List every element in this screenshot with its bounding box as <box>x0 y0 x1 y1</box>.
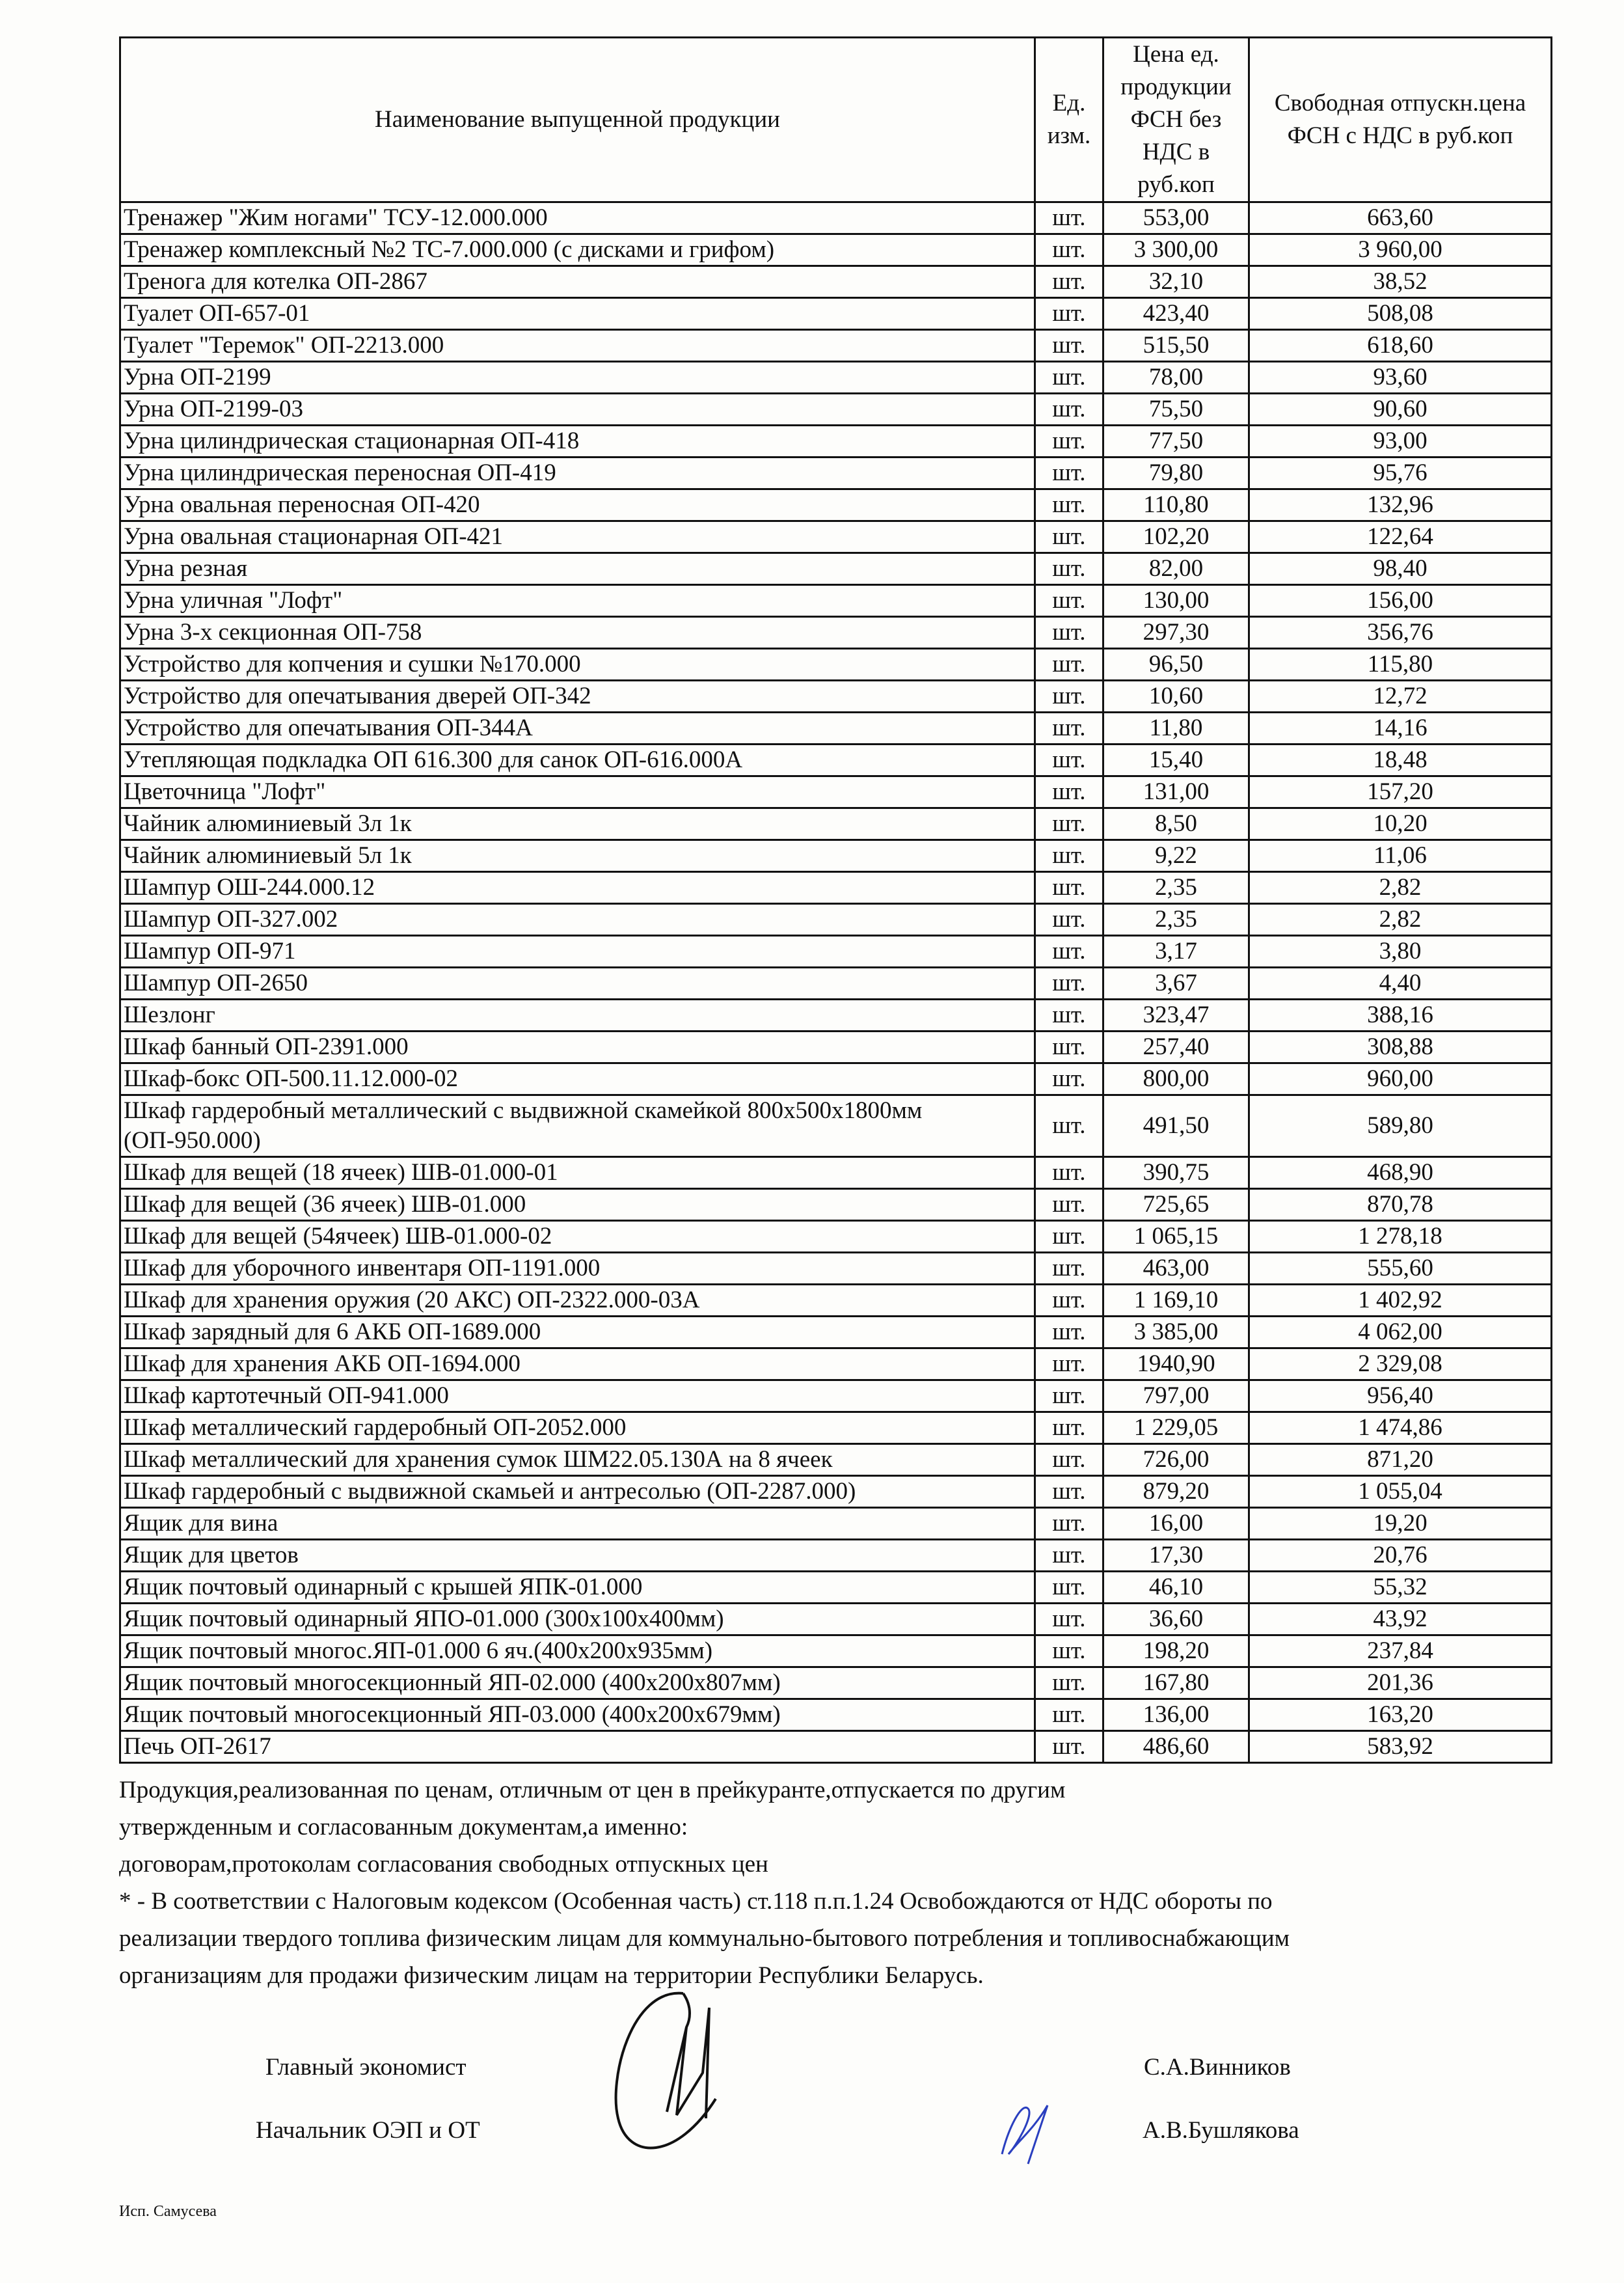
price-vat-cell: 132,96 <box>1249 489 1552 521</box>
price-vat-cell: 589,80 <box>1249 1095 1552 1157</box>
price-cell: 800,00 <box>1103 1063 1249 1095</box>
product-name-cell: Утепляющая подкладка ОП 616.300 для санок ОП-616.000А <box>120 745 1035 776</box>
price-cell: 257,40 <box>1103 1032 1249 1063</box>
price-vat-cell: 2,82 <box>1249 904 1552 936</box>
header-unit: Ед. изм. <box>1035 38 1103 202</box>
unit-cell: шт. <box>1035 1699 1103 1731</box>
unit-cell: шт. <box>1035 426 1103 458</box>
price-cell: 515,50 <box>1103 330 1249 362</box>
unit-cell: шт. <box>1035 808 1103 840</box>
price-vat-cell: 468,90 <box>1249 1157 1552 1189</box>
table-row <box>120 840 1552 872</box>
unit-cell: шт. <box>1035 1667 1103 1699</box>
price-vat-cell: 14,16 <box>1249 713 1552 745</box>
price-vat-cell: 1 278,18 <box>1249 1221 1552 1253</box>
price-cell: 32,10 <box>1103 266 1249 298</box>
table-row <box>120 1348 1552 1380</box>
product-name-cell: Устройство для копчения и сушки №170.000 <box>120 649 1035 681</box>
header-name: Наименование выпущенной продукции <box>120 38 1035 202</box>
unit-cell: шт. <box>1035 904 1103 936</box>
price-vat-cell: 12,72 <box>1249 681 1552 713</box>
price-vat-cell: 90,60 <box>1249 394 1552 426</box>
note-line: Продукция,реализованная по ценам, отличным от цен в прейкуранте,отпускается по другим <box>119 1777 1066 1803</box>
table-row <box>120 1635 1552 1667</box>
price-cell: 9,22 <box>1103 840 1249 872</box>
unit-cell: шт. <box>1035 1000 1103 1032</box>
unit-cell: шт. <box>1035 553 1103 585</box>
price-vat-cell: 583,92 <box>1249 1731 1552 1763</box>
table-row <box>120 202 1552 234</box>
product-name-cell: Шкаф металлический гардеробный ОП-2052.000 <box>120 1412 1035 1444</box>
price-vat-cell: 122,64 <box>1249 521 1552 553</box>
table-row <box>120 617 1552 649</box>
price-vat-cell: 1 055,04 <box>1249 1476 1552 1508</box>
product-name-cell: Ящик почтовый одинарный ЯПО-01.000 (300х100х400мм) <box>120 1604 1035 1635</box>
price-cell: 167,80 <box>1103 1667 1249 1699</box>
product-name-cell: Ящик почтовый одинарный с крышей ЯПК-01.000 <box>120 1572 1035 1604</box>
table-row <box>120 553 1552 585</box>
product-name-cell: Цветочница "Лофт" <box>120 776 1035 808</box>
product-name-cell: Шкаф металлический для хранения сумок ШМ22.05.130А на 8 ячеек <box>120 1444 1035 1476</box>
price-cell: 77,50 <box>1103 426 1249 458</box>
signer-role-1: Главный экономист <box>265 2054 467 2081</box>
product-name-cell: Урна ОП-2199-03 <box>120 394 1035 426</box>
price-cell: 198,20 <box>1103 1635 1249 1667</box>
product-name-cell: Шкаф для хранения АКБ ОП-1694.000 <box>120 1348 1035 1380</box>
product-name-cell: Шкаф банный ОП-2391.000 <box>120 1032 1035 1063</box>
price-vat-cell: 43,92 <box>1249 1604 1552 1635</box>
unit-cell: шт. <box>1035 234 1103 266</box>
price-cell: 79,80 <box>1103 458 1249 489</box>
table-row <box>120 1285 1552 1317</box>
unit-cell: шт. <box>1035 1635 1103 1667</box>
product-name-cell: Урна цилиндрическая стационарная ОП-418 <box>120 426 1035 458</box>
table-row <box>120 1221 1552 1253</box>
price-cell: 553,00 <box>1103 202 1249 234</box>
price-vat-cell: 1 402,92 <box>1249 1285 1552 1317</box>
executor-label: Исп. Самусева <box>119 2203 217 2220</box>
table-row <box>120 904 1552 936</box>
price-cell: 46,10 <box>1103 1572 1249 1604</box>
product-name-cell: Шкаф-бокс ОП-500.11.12.000-02 <box>120 1063 1035 1095</box>
price-vat-cell: 956,40 <box>1249 1380 1552 1412</box>
price-cell: 36,60 <box>1103 1604 1249 1635</box>
price-vat-cell: 2,82 <box>1249 872 1552 904</box>
price-cell: 15,40 <box>1103 745 1249 776</box>
price-cell: 3 300,00 <box>1103 234 1249 266</box>
price-cell: 110,80 <box>1103 489 1249 521</box>
price-vat-cell: 201,36 <box>1249 1667 1552 1699</box>
unit-cell: шт. <box>1035 298 1103 330</box>
price-cell: 725,65 <box>1103 1189 1249 1221</box>
price-cell: 1 229,05 <box>1103 1412 1249 1444</box>
price-cell: 2,35 <box>1103 872 1249 904</box>
table-row <box>120 1699 1552 1731</box>
unit-cell: шт. <box>1035 1444 1103 1476</box>
product-name-cell: Тренажер "Жим ногами" ТСУ-12.000.000 <box>120 202 1035 234</box>
table-row <box>120 1540 1552 1572</box>
unit-cell: шт. <box>1035 968 1103 1000</box>
note-line: утвержденным и согласованным документам,а именно: <box>119 1814 688 1840</box>
price-vat-cell: 4,40 <box>1249 968 1552 1000</box>
unit-cell: шт. <box>1035 1508 1103 1540</box>
price-vat-cell: 356,76 <box>1249 617 1552 649</box>
price-cell: 136,00 <box>1103 1699 1249 1731</box>
price-cell: 486,60 <box>1103 1731 1249 1763</box>
price-list-table <box>119 36 1552 1764</box>
unit-cell: шт. <box>1035 681 1103 713</box>
price-cell: 297,30 <box>1103 617 1249 649</box>
product-name-cell: Шампур ОШ-244.000.12 <box>120 872 1035 904</box>
signature-1-icon <box>605 1988 761 2164</box>
header-price-vat: Свободная отпускн.цена ФСН с НДС в руб.коп <box>1249 38 1552 202</box>
unit-cell: шт. <box>1035 1285 1103 1317</box>
product-name-cell: Шкаф для хранения оружия (20 АКС) ОП-2322.000-03А <box>120 1285 1035 1317</box>
note-line: реализации твердого топлива физическим лицам для коммунально-бытового потребления и топливоснабжающим <box>119 1925 1290 1952</box>
price-cell: 390,75 <box>1103 1157 1249 1189</box>
unit-cell: шт. <box>1035 1317 1103 1348</box>
unit-cell: шт. <box>1035 1476 1103 1508</box>
price-vat-cell: 20,76 <box>1249 1540 1552 1572</box>
unit-cell: шт. <box>1035 489 1103 521</box>
product-name-cell: Туалет ОП-657-01 <box>120 298 1035 330</box>
table-row <box>120 234 1552 266</box>
unit-cell: шт. <box>1035 1380 1103 1412</box>
price-vat-cell: 4 062,00 <box>1249 1317 1552 1348</box>
unit-cell: шт. <box>1035 202 1103 234</box>
unit-cell: шт. <box>1035 745 1103 776</box>
unit-cell: шт. <box>1035 1540 1103 1572</box>
unit-cell: шт. <box>1035 1032 1103 1063</box>
unit-cell: шт. <box>1035 1221 1103 1253</box>
unit-cell: шт. <box>1035 713 1103 745</box>
price-vat-cell: 11,06 <box>1249 840 1552 872</box>
price-cell: 96,50 <box>1103 649 1249 681</box>
price-vat-cell: 157,20 <box>1249 776 1552 808</box>
unit-cell: шт. <box>1035 840 1103 872</box>
table-row <box>120 745 1552 776</box>
table-row <box>120 1412 1552 1444</box>
price-list-table-container <box>119 36 1550 1764</box>
price-cell: 879,20 <box>1103 1476 1249 1508</box>
table-row <box>120 330 1552 362</box>
price-cell: 8,50 <box>1103 808 1249 840</box>
product-name-cell: Шкаф для вещей (18 ячеек) ШВ-01.000-01 <box>120 1157 1035 1189</box>
signature-2-icon <box>995 2102 1054 2167</box>
table-row <box>120 872 1552 904</box>
unit-cell: шт. <box>1035 936 1103 968</box>
table-row <box>120 489 1552 521</box>
table-row <box>120 1317 1552 1348</box>
table-row <box>120 1380 1552 1412</box>
table-body <box>120 202 1552 1763</box>
table-row <box>120 362 1552 394</box>
unit-cell: шт. <box>1035 458 1103 489</box>
product-name-cell: Тренажер комплексный №2 ТС-7.000.000 (с дисками и грифом) <box>120 234 1035 266</box>
product-name-cell: Шампур ОП-971 <box>120 936 1035 968</box>
product-name-cell: Ящик почтовый многосекционный ЯП-02.000 (400х200х807мм) <box>120 1667 1035 1699</box>
table-row <box>120 394 1552 426</box>
product-name-cell: Урна резная <box>120 553 1035 585</box>
table-row <box>120 1000 1552 1032</box>
unit-cell: шт. <box>1035 1604 1103 1635</box>
product-name-cell: Шкаф картотечный ОП-941.000 <box>120 1380 1035 1412</box>
price-vat-cell: 163,20 <box>1249 1699 1552 1731</box>
price-vat-cell: 156,00 <box>1249 585 1552 617</box>
price-vat-cell: 2 329,08 <box>1249 1348 1552 1380</box>
product-name-cell: Урна овальная стационарная ОП-421 <box>120 521 1035 553</box>
price-vat-cell: 237,84 <box>1249 1635 1552 1667</box>
price-vat-cell: 10,20 <box>1249 808 1552 840</box>
product-name-cell: Туалет "Теремок" ОП-2213.000 <box>120 330 1035 362</box>
product-name-cell: Устройство для опечатывания ОП-344А <box>120 713 1035 745</box>
unit-cell: шт. <box>1035 1572 1103 1604</box>
table-row <box>120 1667 1552 1699</box>
price-cell: 2,35 <box>1103 904 1249 936</box>
product-name-cell: Шкаф гардеробный с выдвижной скамьей и антресолью (ОП-2287.000) <box>120 1476 1035 1508</box>
price-vat-cell: 95,76 <box>1249 458 1552 489</box>
table-row <box>120 776 1552 808</box>
product-name-cell: Ящик для цветов <box>120 1540 1035 1572</box>
table-row <box>120 681 1552 713</box>
product-name-cell: Урна цилиндрическая переносная ОП-419 <box>120 458 1035 489</box>
notes <box>119 1771 1583 1994</box>
price-cell: 10,60 <box>1103 681 1249 713</box>
price-vat-cell: 55,32 <box>1249 1572 1552 1604</box>
table-row <box>120 1476 1552 1508</box>
signer-name-1: С.А.Винников <box>1144 2054 1291 2081</box>
product-name-cell: Шампур ОП-2650 <box>120 968 1035 1000</box>
price-vat-cell: 1 474,86 <box>1249 1412 1552 1444</box>
header-price: Цена ед. продукции ФСН без НДС в руб.коп <box>1103 38 1249 202</box>
price-vat-cell: 960,00 <box>1249 1063 1552 1095</box>
product-name-cell: Печь ОП-2617 <box>120 1731 1035 1763</box>
product-name-cell: Шкаф для вещей (36 ячеек) ШВ-01.000 <box>120 1189 1035 1221</box>
price-cell: 102,20 <box>1103 521 1249 553</box>
price-cell: 3 385,00 <box>1103 1317 1249 1348</box>
price-vat-cell: 663,60 <box>1249 202 1552 234</box>
table-row <box>120 936 1552 968</box>
table-row <box>120 521 1552 553</box>
price-vat-cell: 555,60 <box>1249 1253 1552 1285</box>
price-cell: 78,00 <box>1103 362 1249 394</box>
unit-cell: шт. <box>1035 1412 1103 1444</box>
product-name-cell: Шезлонг <box>120 1000 1035 1032</box>
price-cell: 1 065,15 <box>1103 1221 1249 1253</box>
price-vat-cell: 38,52 <box>1249 266 1552 298</box>
price-vat-cell: 508,08 <box>1249 298 1552 330</box>
price-cell: 3,17 <box>1103 936 1249 968</box>
product-name-cell: Урна уличная "Лофт" <box>120 585 1035 617</box>
price-vat-cell: 388,16 <box>1249 1000 1552 1032</box>
note-line: * - В соответствии с Налоговым кодексом (Особенная часть) ст.118 п.п.1.24 Освобождаются от НДС обороты по <box>119 1888 1273 1915</box>
unit-cell: шт. <box>1035 1157 1103 1189</box>
price-cell: 423,40 <box>1103 298 1249 330</box>
price-vat-cell: 98,40 <box>1249 553 1552 585</box>
unit-cell: шт. <box>1035 1731 1103 1763</box>
price-cell: 11,80 <box>1103 713 1249 745</box>
product-name-cell: Шкаф для вещей (54ячеек) ШВ-01.000-02 <box>120 1221 1035 1253</box>
table-row <box>120 968 1552 1000</box>
unit-cell: шт. <box>1035 617 1103 649</box>
price-vat-cell: 93,60 <box>1249 362 1552 394</box>
table-row <box>120 585 1552 617</box>
unit-cell: шт. <box>1035 1348 1103 1380</box>
table-row <box>120 298 1552 330</box>
unit-cell: шт. <box>1035 1253 1103 1285</box>
product-name-cell: Шампур ОП-327.002 <box>120 904 1035 936</box>
table-row <box>120 426 1552 458</box>
table-row <box>120 1508 1552 1540</box>
unit-cell: шт. <box>1035 1063 1103 1095</box>
table-row <box>120 1032 1552 1063</box>
price-vat-cell: 18,48 <box>1249 745 1552 776</box>
product-name-cell: Устройство для опечатывания дверей ОП-342 <box>120 681 1035 713</box>
unit-cell: шт. <box>1035 776 1103 808</box>
product-name-cell: Шкаф гардеробный металлический с выдвижной скамейкой 800х500х1800мм (ОП-950.000) <box>120 1095 1035 1157</box>
price-cell: 491,50 <box>1103 1095 1249 1157</box>
table-row <box>120 1063 1552 1095</box>
price-vat-cell: 19,20 <box>1249 1508 1552 1540</box>
price-vat-cell: 115,80 <box>1249 649 1552 681</box>
unit-cell: шт. <box>1035 521 1103 553</box>
table-row <box>120 808 1552 840</box>
signer-name-2: А.В.Бушлякова <box>1143 2117 1299 2144</box>
signer-role-2: Начальник ОЭП и ОТ <box>256 2117 480 2144</box>
table-row <box>120 1189 1552 1221</box>
table-row <box>120 1572 1552 1604</box>
price-vat-cell: 308,88 <box>1249 1032 1552 1063</box>
price-cell: 3,67 <box>1103 968 1249 1000</box>
price-vat-cell: 870,78 <box>1249 1189 1552 1221</box>
price-vat-cell: 871,20 <box>1249 1444 1552 1476</box>
table-row <box>120 1444 1552 1476</box>
price-vat-cell: 618,60 <box>1249 330 1552 362</box>
price-cell: 75,50 <box>1103 394 1249 426</box>
price-cell: 323,47 <box>1103 1000 1249 1032</box>
price-cell: 131,00 <box>1103 776 1249 808</box>
price-cell: 1940,90 <box>1103 1348 1249 1380</box>
product-name-cell: Шкаф для уборочного инвентаря ОП-1191.000 <box>120 1253 1035 1285</box>
table-row <box>120 1253 1552 1285</box>
price-vat-cell: 3 960,00 <box>1249 234 1552 266</box>
table-row <box>120 266 1552 298</box>
table-header-row <box>120 38 1552 202</box>
product-name-cell: Урна ОП-2199 <box>120 362 1035 394</box>
product-name-cell: Урна 3-х секционная ОП-758 <box>120 617 1035 649</box>
unit-cell: шт. <box>1035 585 1103 617</box>
table-row <box>120 1095 1552 1157</box>
unit-cell: шт. <box>1035 394 1103 426</box>
price-cell: 1 169,10 <box>1103 1285 1249 1317</box>
unit-cell: шт. <box>1035 1189 1103 1221</box>
table-row <box>120 649 1552 681</box>
price-vat-cell: 93,00 <box>1249 426 1552 458</box>
unit-cell: шт. <box>1035 330 1103 362</box>
table-row <box>120 1604 1552 1635</box>
note-line: договорам,протоколам согласования свободных отпускных цен <box>119 1851 768 1878</box>
table-row <box>120 1157 1552 1189</box>
table-row <box>120 713 1552 745</box>
price-cell: 726,00 <box>1103 1444 1249 1476</box>
table-row <box>120 458 1552 489</box>
product-name-cell: Чайник алюминиевый 3л 1к <box>120 808 1035 840</box>
product-name-cell: Ящик для вина <box>120 1508 1035 1540</box>
product-name-cell: Шкаф зарядный для 6 АКБ ОП-1689.000 <box>120 1317 1035 1348</box>
price-vat-cell: 3,80 <box>1249 936 1552 968</box>
product-name-cell: Тренога для котелка ОП-2867 <box>120 266 1035 298</box>
unit-cell: шт. <box>1035 649 1103 681</box>
price-cell: 17,30 <box>1103 1540 1249 1572</box>
product-name-cell: Чайник алюминиевый 5л 1к <box>120 840 1035 872</box>
price-cell: 797,00 <box>1103 1380 1249 1412</box>
table-row <box>120 1731 1552 1763</box>
unit-cell: шт. <box>1035 872 1103 904</box>
product-name-cell: Урна овальная переносная ОП-420 <box>120 489 1035 521</box>
product-name-cell: Ящик почтовый многосекционный ЯП-03.000 (400х200х679мм) <box>120 1699 1035 1731</box>
product-name-cell: Ящик почтовый многос.ЯП-01.000 6 яч.(400х200х935мм) <box>120 1635 1035 1667</box>
unit-cell: шт. <box>1035 266 1103 298</box>
price-cell: 16,00 <box>1103 1508 1249 1540</box>
price-cell: 82,00 <box>1103 553 1249 585</box>
price-cell: 130,00 <box>1103 585 1249 617</box>
unit-cell: шт. <box>1035 1095 1103 1157</box>
unit-cell: шт. <box>1035 362 1103 394</box>
price-cell: 463,00 <box>1103 1253 1249 1285</box>
note-line: организациям для продажи физическим лицам на территории Республики Беларусь. <box>119 1962 984 1989</box>
